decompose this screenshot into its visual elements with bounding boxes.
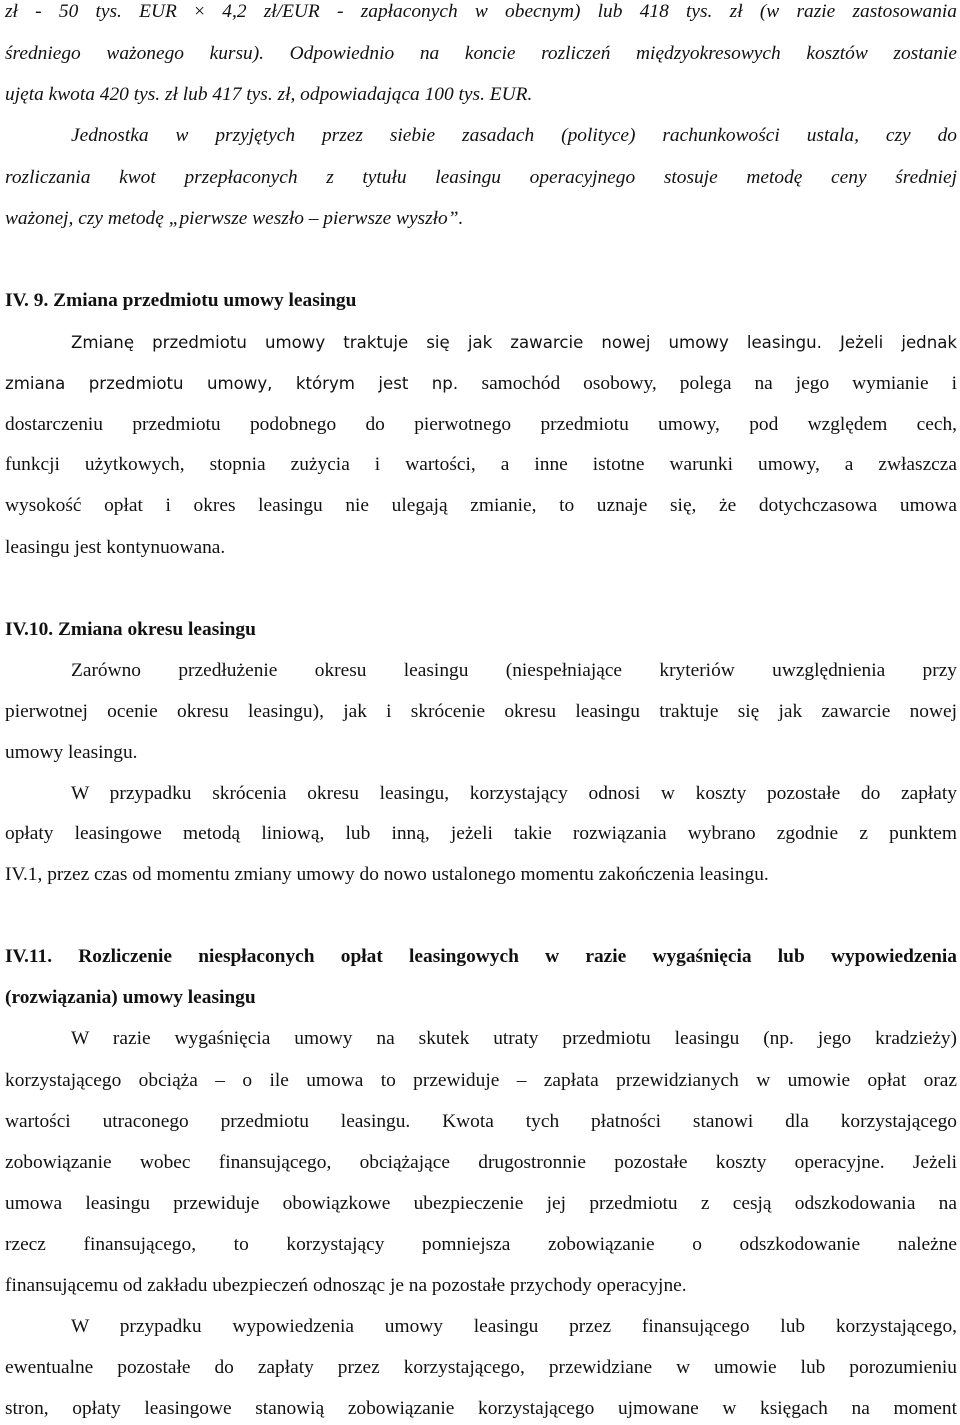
section-heading-iv-11	[5, 945, 957, 969]
paragraph-line: wartości utraconego przedmiotu leasingu. Kwota tych płatności stanowi dla korzystającego	[5, 1111, 957, 1132]
paragraph-line: funkcji użytkowych, stopnia zużycia i wartości, a inne istotne warunki umowy, a zwłaszcza	[5, 454, 957, 475]
paragraph-line: stron, opłaty leasingowe stanowią zobowiązanie korzystającego ujmowane w księgach na moment	[5, 1398, 957, 1419]
paragraph-first-line: W przypadku skrócenia okresu leasingu, korzystający odnosi w koszty pozostałe do zapłaty	[71, 783, 957, 804]
paragraph-line: leasingu jest kontynuowana.	[5, 537, 226, 558]
paragraph-line: rzecz finansującego, to korzystający pomniejsza zobowiązanie o odszkodowanie należne	[5, 1234, 957, 1255]
text-segment: 4,2 zł/EUR - zapłaconych w obecnym) lub 418 tys. zł (w razie zastosowania	[205, 1, 958, 22]
paragraph-line: ewentualne pozostałe do zapłaty przez korzystającego, przewidziane w umowie lub porozumieniu	[5, 1357, 957, 1378]
paragraph-line: finansującemu od zakładu ubezpieczeń odnosząc je na pozostałe przychody operacyjne.	[5, 1275, 687, 1296]
paragraph-line: rozliczania kwot przepłaconych z tytułu leasingu operacyjnego stosuje metodę ceny średniej	[5, 167, 957, 188]
paragraph-line	[5, 83, 957, 107]
text-segment: Jeżeli jednak	[840, 333, 957, 352]
text-segment: Zmianę przedmiotu umowy traktuje się jak zawarcie nowej umowy leasingu.	[71, 333, 841, 352]
paragraph-line: umowy leasingu.	[5, 742, 138, 763]
paragraph-line: wysokość opłat i okres leasingu nie ulegają zmianie, to uznaje się, że dotychczasowa umowa	[5, 495, 957, 516]
times-symbol: ×	[194, 1, 206, 22]
section-number: IV. 9.	[5, 290, 54, 311]
text-segment: samochód osobowy, polega na jego wymianie i	[481, 373, 957, 394]
paragraph-line: zobowiązanie wobec finansującego, obciążające drugostronnie pozostałe koszty operacyjne. Jeżeli	[5, 1152, 957, 1173]
paragraph-line: IV.1, przez czas od momentu zmiany umowy do nowo ustalonego momentu zakończenia leasingu.	[5, 864, 769, 885]
paragraph-line: średniego ważonego kursu). Odpowiednio na koncie rozliczeń międzyokresowych kosztów zostanie	[5, 43, 957, 64]
text-segment: zł - 50 tys. EUR	[5, 1, 195, 22]
section-title: Rozliczenie niespłaconych opłat leasingowych w razie wygaśnięcia lub wypowiedzenia	[78, 946, 957, 967]
section-title: Zmiana przedmiotu umowy leasingu	[53, 290, 357, 311]
paragraph-line: umowa leasingu przewiduje obowiązkowe ubezpieczenie jej przedmiotu z cesją odszkodowania na	[5, 1193, 957, 1214]
paragraph-line: ważonej, czy metodę „pierwsze weszło – pierwsze wyszło”.	[5, 208, 464, 229]
section-title: Zmiana okresu leasingu	[57, 619, 256, 640]
paragraph-first-line: Jednostka w przyjętych przez siebie zasadach (polityce) rachunkowości ustala, czy do	[71, 125, 957, 146]
text-segment: odpowiadająca 100 tys. EUR.	[300, 84, 533, 105]
section-number: IV.11.	[5, 946, 79, 967]
paragraph-line: korzystającego obciąża – o ile umowa to przewiduje – zapłata przewidzianych w umowie opłat oraz	[5, 1070, 957, 1091]
paragraph-first-line: W przypadku wypowiedzenia umowy leasingu przez finansującego lub korzystającego,	[71, 1316, 957, 1337]
paragraph-line	[5, 0, 957, 24]
paragraph-line: pierwotnej ocenie okresu leasingu), jak i skrócenie okresu leasingu traktuje się jak zawarcie nowej	[5, 701, 957, 722]
text-segment: ujęta kwota 420 tys. zł lub 417 tys. zł,	[5, 84, 301, 105]
paragraph-first-line: W razie wygaśnięcia umowy na skutek utraty przedmiotu leasingu (np. jego kradzieży)	[71, 1028, 957, 1049]
section-number: IV.10.	[5, 619, 58, 640]
section-heading-iv-11-cont: (rozwiązania) umowy leasingu	[5, 987, 256, 1008]
paragraph-line	[5, 372, 957, 396]
paragraph-first-line: Zarówno przedłużenie okresu leasingu (niespełniające kryteriów uwzględnienia przy	[71, 660, 957, 681]
section-heading-iv-9	[5, 289, 957, 313]
paragraph-line: dostarczeniu przedmiotu podobnego do pierwotnego przedmiotu umowy, pod względem cech,	[5, 414, 957, 435]
paragraph-first-line	[71, 331, 957, 355]
section-heading-iv-10	[5, 618, 957, 642]
paragraph-line: opłaty leasingowe metodą liniową, lub inną, jeżeli takie rozwiązania wybrano zgodnie z punktem	[5, 823, 957, 844]
text-segment: zmiana przedmiotu umowy, którym jest np.	[5, 374, 482, 393]
